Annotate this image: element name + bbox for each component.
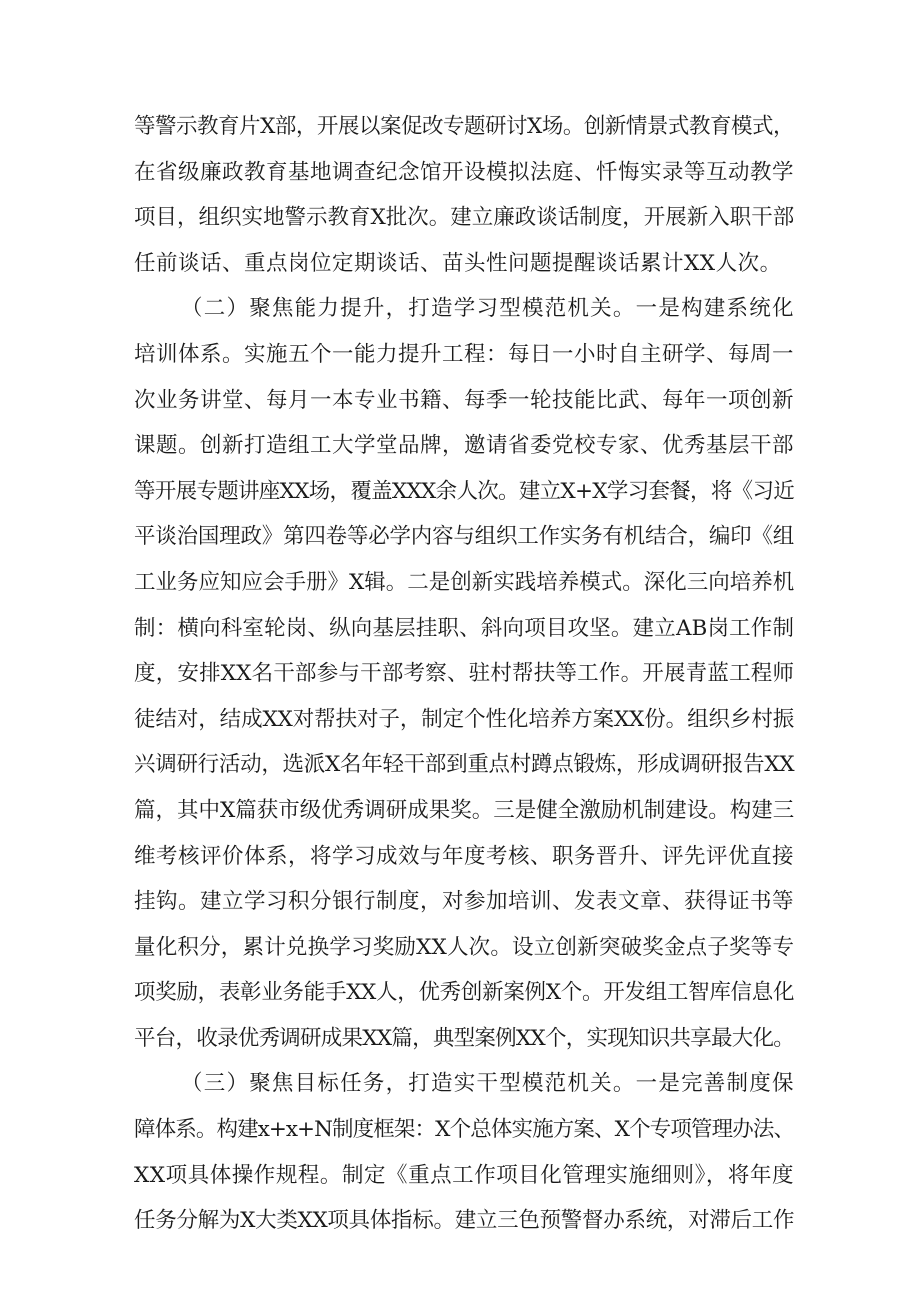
text-line: 篇，其中X篇获市级优秀调研成果奖。三是健全激励机制建设。构建三 xyxy=(134,797,795,823)
section-heading-line: （三）聚焦目标任务，打造实干型模范机关。一是完善制度保 xyxy=(181,1071,794,1097)
text-line: 培训体系。实施五个一能力提升工程：每日一小时自主研学、每周一 xyxy=(134,341,795,367)
text-line: 障体系。构建x+x+N制度框架：X个总体实施方案、X个专项管理办法、 xyxy=(134,1117,794,1143)
text-line: 次业务讲堂、每月一本专业书籍、每季一轮技能比武、每年一项创新 xyxy=(134,387,795,413)
text-line: 平谈治国理政》第四卷等必学内容与组织工作实务有机结合，编印《组 xyxy=(134,524,794,550)
text-line: 维考核评价体系，将学习成效与年度考核、职务晋升、评先评优直接 xyxy=(134,843,795,869)
text-line: 徒结对，结成XX对帮扶对子，制定个性化培养方案XX份。组织乡村振 xyxy=(134,706,794,732)
text-line: 兴调研行活动，选派X名年轻干部到重点村蹲点锻炼，形成调研报告XX xyxy=(134,752,794,778)
text-line: 课题。创新打造组工大学堂品牌，邀请省委党校专家、优秀基层干部 xyxy=(134,433,795,459)
body-text xyxy=(134,104,794,1244)
text-line: 项目，组织实地警示教育X批次。建立廉政谈话制度，开展新入职干部 xyxy=(134,205,795,231)
text-line: 度，安排XX名干部参与干部考察、驻村帮扶等工作。开展青蓝工程师 xyxy=(134,661,794,687)
text-line: 量化积分，累计兑换学习奖励XX人次。设立创新突破奖金点子奖等专 xyxy=(134,934,794,960)
text-line: 制：横向科室轮岗、纵向基层挂职、斜向项目攻坚。建立AB岗工作制 xyxy=(134,615,794,641)
text-line: 挂钩。建立学习积分银行制度，对参加培训、发表文章、获得证书等 xyxy=(134,889,795,915)
text-line: 任前谈话、重点岗位定期谈话、苗头性问题提醒谈话累计XX人次。 xyxy=(134,250,782,276)
text-line: 任务分解为X大类XX项具体指标。建立三色预警督办系统，对滞后工作 xyxy=(134,1208,794,1234)
text-line: 工业务应知应会手册》X辑。二是创新实践培养模式。深化三向培养机 xyxy=(134,569,795,595)
text-line: 等警示教育片X部，开展以案促改专题研讨X场。创新情景式教育模式， xyxy=(134,114,794,139)
section-heading-line: （二）聚焦能力提升，打造学习型模范机关。一是构建系统化 xyxy=(181,296,794,322)
text-line: 在省级廉政教育基地调查纪念馆开设模拟法庭、忏悔实录等互动教学 xyxy=(134,159,795,185)
text-line: 项奖励，表彰业务能手XX人，优秀创新案例X个。开发组工智库信息化 xyxy=(134,980,794,1006)
text-line: XX项具体操作规程。制定《重点工作项目化管理实施细则》，将年度 xyxy=(134,1162,794,1188)
text-line: 等开展专题讲座XX场，覆盖XXX余人次。建立X+X学习套餐，将《习近 xyxy=(134,478,794,504)
text-line: 平台，收录优秀调研成果XX篇，典型案例XX个，实现知识共享最大化。 xyxy=(134,1025,794,1051)
